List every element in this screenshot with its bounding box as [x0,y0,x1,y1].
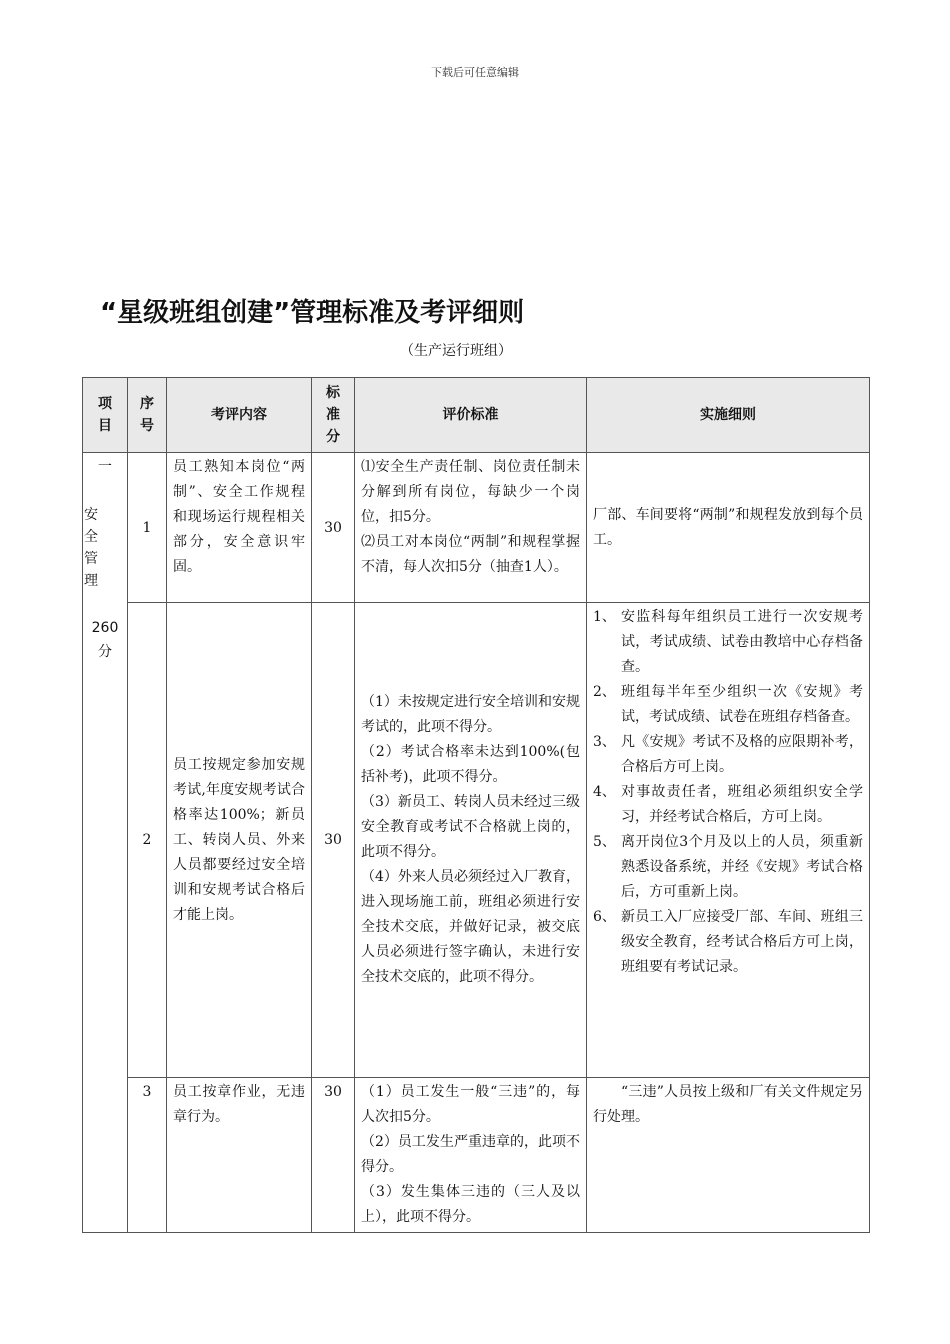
row-details [587,1078,870,1233]
row-criteria [355,453,587,603]
row-details [587,453,870,603]
row-content: 员工按章作业，无违章行为。 [167,1078,312,1233]
details-item: 2、 班组每半年至少组织一次《安规》考试，考试成绩、试卷在班组存档备查。 [593,684,863,725]
category-points: 260 分 [91,619,119,660]
details-item: 厂部、车间要将“两制”和规程发放到每个员工。 [593,506,863,548]
row-seq: 2 [128,603,167,1078]
table-row [83,1078,870,1233]
criteria-item: （4）外来人员必须经过入厂教育，进入现场施工前，班组必须进行安全技术交底，并做好记录，被交底人员必须进行签字确认，未进行安全技术交底的，此项不得分。 [361,869,580,985]
criteria-item: （3）新员工、转岗人员未经过三级安全教育或考试不合格就上岗的，此项不得分。 [361,794,580,860]
row-seq: 1 [128,453,167,603]
row-score: 30 [312,453,355,603]
category-cell [83,453,128,1233]
criteria-item: （2）员工发生严重违章的，此项不得分。 [361,1134,580,1175]
header-criteria: 评价标准 [355,378,587,453]
criteria-item: ⑵员工对本岗位“两制”和规程掌握不清，每人次扣5分（抽查1人）。 [361,534,580,575]
table-row [83,453,870,603]
row-score: 30 [312,1078,355,1233]
category-index: 一 [98,459,112,475]
header-content: 考评内容 [167,378,312,453]
row-criteria [355,1078,587,1233]
details-item: 3、 凡《安规》考试不及格的应限期补考，合格后方可上岗。 [593,734,863,775]
criteria-item: （1）未按规定进行安全培训和安规考试的，此项不得分。 [361,694,580,735]
header-score: 标准分 [312,378,355,453]
row-content: 员工按规定参加安规考试,年度安规考试合格率达100%；新员工、转岗人员、外来人员都要经过安全培训和安规考试合格后才能上岗。 [167,603,312,1078]
row-details [587,603,870,1078]
page-header-note: 下载后可任意编辑 [431,66,519,79]
details-item: “三违”人员按上级和厂有关文件规定另行处理。 [593,1084,863,1125]
table-row [83,603,870,1078]
row-score: 30 [312,603,355,1078]
header-details: 实施细则 [587,378,870,453]
table-header-row [83,378,870,453]
document-title: “星级班组创建”管理标准及考评细则 [100,298,525,328]
criteria-item: （2）考试合格率未达到100%(包括补考)，此项不得分。 [361,744,580,785]
details-item: 6、 新员工入厂应接受厂部、车间、班组三级安全教育，经考试合格后方可上岗，班组要有考试记录。 [593,909,863,975]
evaluation-table [82,377,870,1233]
document-subtitle: （生产运行班组） [400,343,512,359]
header-seq: 序号 [128,378,167,453]
header-item: 项目 [83,378,128,453]
row-content: 员工熟知本岗位“两制”、安全工作规程和现场运行规程相关部分，安全意识牢固。 [167,453,312,603]
row-criteria [355,603,587,1078]
details-item: 5、 离开岗位3个月及以上的人员，须重新熟悉设备系统，并经《安规》考试合格后，方可重新上岗。 [593,834,863,900]
details-item: 4、 对事故责任者，班组必须组织安全学习，并经考试合格后，方可上岗。 [593,784,863,825]
details-item: 1、 安监科每年组织员工进行一次安规考试，考试成绩、试卷由教培中心存档备查。 [593,609,863,675]
criteria-item: （3）发生集体三违的（三人及以上），此项不得分。 [361,1184,580,1225]
criteria-item: ⑴安全生产责任制、岗位责任制未分解到所有岗位，每缺少一个岗位，扣5分。 [361,459,580,525]
category-name: 安全管理 [84,506,98,589]
criteria-item: （1）员工发生一般“三违”的，每人次扣5分。 [361,1084,580,1125]
row-seq: 3 [128,1078,167,1233]
